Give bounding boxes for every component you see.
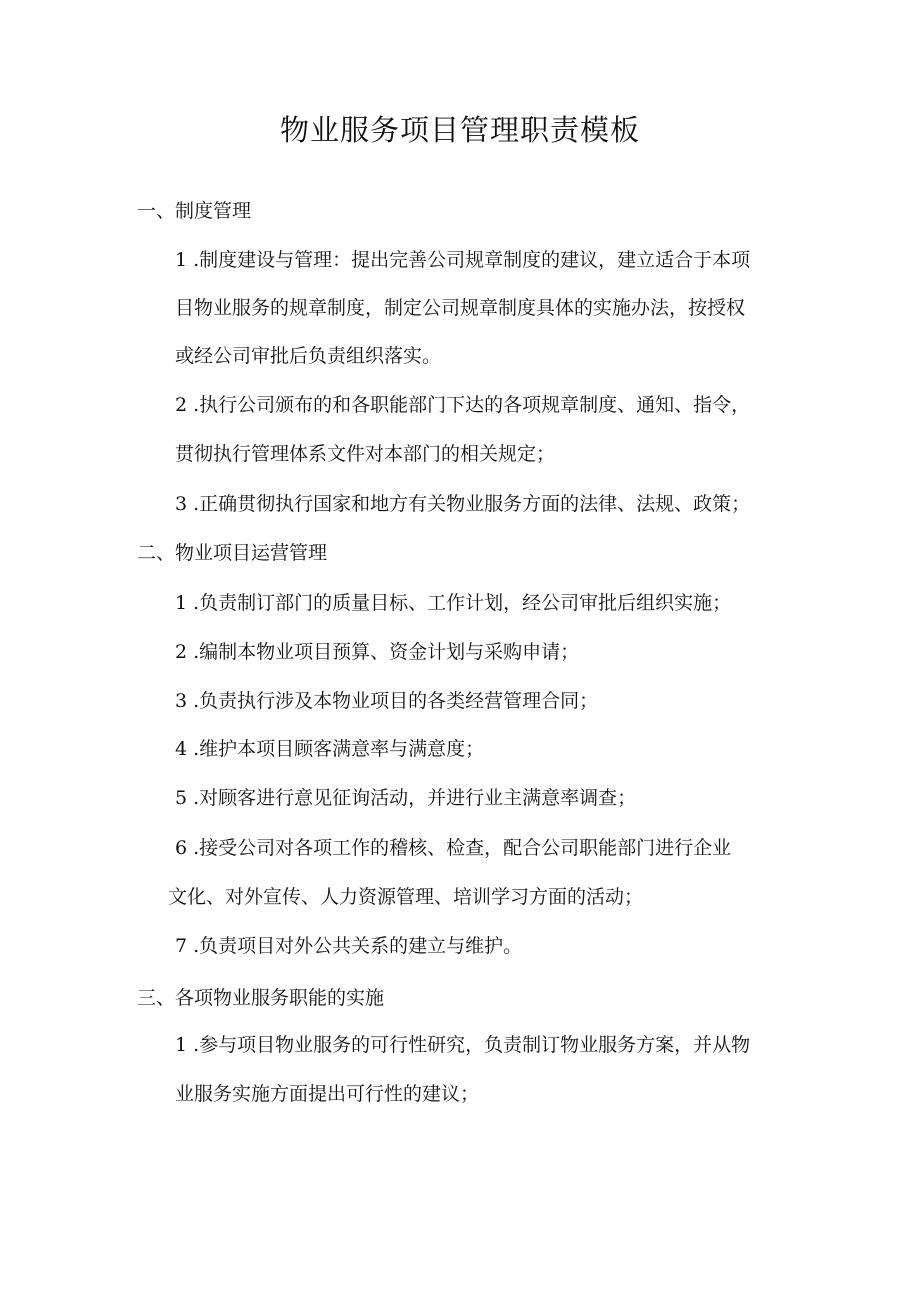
section-heading-3: 三、各项物业服务职能的实施 — [137, 987, 385, 1009]
paragraph-line: 业服务实施方面提出可行性的建议； — [175, 1083, 480, 1105]
paragraph-line: 1 .负责制订部门的质量目标、工作计划，经公司审批后组织实施； — [175, 592, 732, 614]
paragraph-line: 或经公司审批后负责组织落实。 — [175, 345, 442, 367]
paragraph-line: 6 .接受公司对各项工作的稽核、检查，配合公司职能部门进行企业 — [175, 837, 732, 859]
paragraph-line: 1 .参与项目物业服务的可行性研究，负责制订物业服务方案，并从物 — [175, 1034, 751, 1056]
paragraph-line: 4 .维护本项目顾客满意率与满意度； — [175, 738, 485, 760]
paragraph-line: 3 .负责执行涉及本物业项目的各类经营管理合同； — [175, 690, 599, 712]
paragraph-line: 目物业服务的规章制度，制定公司规章制度具体的实施办法，按授权 — [175, 297, 746, 319]
document-title: 物业服务项目管理职责模板 — [279, 113, 640, 147]
paragraph-line: 1 .制度建设与管理：提出完善公司规章制度的建议，建立适合于本项 — [175, 249, 751, 271]
section-heading-1: 一、制度管理 — [137, 200, 252, 222]
paragraph-line: 2 .编制本物业项目预算、资金计划与采购申请； — [175, 641, 580, 663]
paragraph-line: 7 .负责项目对外公共关系的建立与维护。 — [175, 935, 523, 957]
paragraph-line: 2 .执行公司颁布的和各职能部门下达的各项规章制度、通知、指令， — [175, 394, 751, 416]
paragraph-line: 文化、对外宣传、人力资源管理、培训学习方面的活动； — [168, 886, 644, 908]
section-heading-2: 二、物业项目运营管理 — [137, 542, 328, 564]
paragraph-line: 5 .对顾客进行意见征询活动，并进行业主满意率调查； — [175, 787, 637, 809]
paragraph-line: 贯彻执行管理体系文件对本部门的相关规定； — [175, 443, 556, 465]
paragraph-line: 3 .正确贯彻执行国家和地方有关物业服务方面的法律、法规、政策； — [175, 493, 751, 515]
